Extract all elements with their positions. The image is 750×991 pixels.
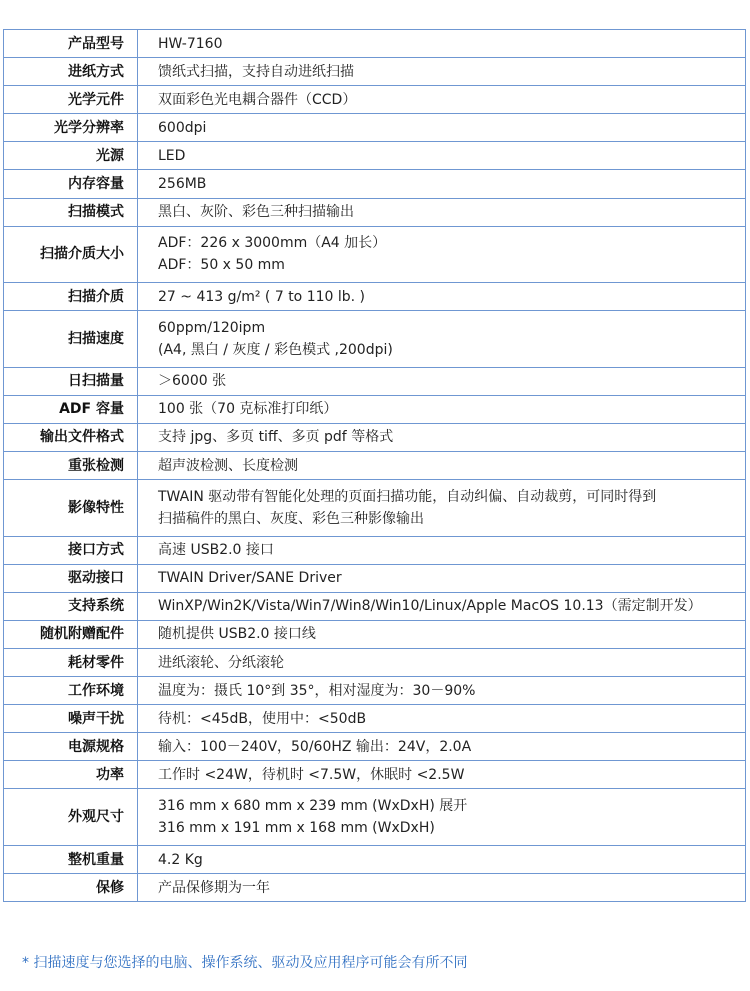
- spec-label: 扫描速度: [4, 311, 138, 368]
- spec-value: [138, 761, 746, 789]
- spec-value-line: LED: [158, 147, 186, 164]
- spec-row: [4, 620, 746, 648]
- spec-value: [138, 874, 746, 902]
- spec-label: 扫描介质: [4, 283, 138, 311]
- spec-value: [138, 283, 746, 311]
- spec-value-line: 高速 USB2.0 接口: [158, 542, 274, 559]
- spec-label: 支持系统: [4, 592, 138, 620]
- spec-label: 光学元件: [4, 86, 138, 114]
- spec-label: 随机附赠配件: [4, 620, 138, 648]
- spec-table: [3, 29, 746, 902]
- spec-value: [138, 536, 746, 564]
- footnote: * 扫描速度与您选择的电脑、操作系统、驱动及应用程序可能会有所不同: [22, 955, 468, 971]
- spec-value: [138, 564, 746, 592]
- spec-value: [138, 677, 746, 705]
- spec-value: [138, 845, 746, 873]
- spec-value-line: 输入：100－240V，50/60HZ 输出：24V，2.0A: [158, 738, 472, 755]
- spec-value-line: HW-7160: [158, 35, 223, 52]
- spec-value-line: TWAIN 驱动带有智能化处理的页面扫描功能，自动纠偏、自动裁剪，可同时得到: [158, 488, 657, 505]
- spec-row: [4, 677, 746, 705]
- spec-label: ADF 容量: [4, 395, 138, 423]
- spec-label: 外观尺寸: [4, 789, 138, 846]
- spec-value-line: 待机：<45dB，使用中：<50dB: [158, 710, 367, 727]
- spec-row: [4, 423, 746, 451]
- spec-label: 输出文件格式: [4, 423, 138, 451]
- spec-label: 保修: [4, 874, 138, 902]
- spec-value-line: 27 ~ 413 g/m² ( 7 to 110 lb. ): [158, 288, 366, 305]
- spec-value: [138, 789, 746, 846]
- spec-label: 重张检测: [4, 452, 138, 480]
- spec-label: 内存容量: [4, 170, 138, 198]
- spec-value-line: 随机提供 USB2.0 接口线: [158, 626, 316, 643]
- spec-label: 接口方式: [4, 536, 138, 564]
- spec-value: [138, 170, 746, 198]
- spec-row: [4, 480, 746, 537]
- spec-row: [4, 592, 746, 620]
- spec-value: [138, 480, 746, 537]
- spec-row: [4, 58, 746, 86]
- spec-value-line: 256MB: [158, 176, 207, 193]
- spec-row: [4, 198, 746, 226]
- spec-label: 进纸方式: [4, 58, 138, 86]
- spec-value-line: 600dpi: [158, 119, 207, 136]
- spec-label: 噪声干扰: [4, 705, 138, 733]
- spec-label: 功率: [4, 761, 138, 789]
- spec-value-line: 黑白、灰阶、彩色三种扫描输出: [158, 204, 354, 221]
- spec-label: 电源规格: [4, 733, 138, 761]
- spec-value: [138, 395, 746, 423]
- spec-row: [4, 564, 746, 592]
- spec-value: [138, 452, 746, 480]
- spec-value: [138, 705, 746, 733]
- spec-value-line: 双面彩色光电耦合器件（CCD）: [158, 91, 357, 108]
- spec-value: [138, 86, 746, 114]
- spec-row: [4, 311, 746, 368]
- spec-label: 产品型号: [4, 30, 138, 58]
- spec-table-body: [4, 30, 746, 902]
- spec-row: [4, 142, 746, 170]
- spec-value: [138, 114, 746, 142]
- spec-value: [138, 620, 746, 648]
- spec-row: [4, 733, 746, 761]
- spec-value: [138, 311, 746, 368]
- spec-row: [4, 452, 746, 480]
- spec-value-line: 馈纸式扫描，支持自动进纸扫描: [158, 63, 354, 80]
- spec-value-line: 产品保修期为一年: [158, 879, 270, 896]
- spec-row: [4, 114, 746, 142]
- spec-value-line: 超声波检测、长度检测: [158, 457, 298, 474]
- spec-label: 扫描模式: [4, 198, 138, 226]
- spec-value-line: 100 张（70 克标准打印纸）: [158, 401, 338, 418]
- spec-row: [4, 226, 746, 283]
- spec-value: [138, 367, 746, 395]
- spec-row: [4, 367, 746, 395]
- spec-label: 整机重量: [4, 845, 138, 873]
- spec-row: [4, 789, 746, 846]
- spec-row: [4, 86, 746, 114]
- spec-value: [138, 30, 746, 58]
- spec-row: [4, 845, 746, 873]
- spec-value-line: ADF：226 x 3000mm（A4 加长）: [158, 235, 387, 252]
- spec-value-line: 4.2 Kg: [158, 851, 203, 868]
- spec-label: 扫描介质大小: [4, 226, 138, 283]
- spec-label: 耗材零件: [4, 649, 138, 677]
- spec-label: 驱动接口: [4, 564, 138, 592]
- spec-value: [138, 226, 746, 283]
- spec-value-line: 60ppm/120ipm: [158, 320, 266, 336]
- spec-row: [4, 170, 746, 198]
- spec-value-line: 316 mm x 191 mm x 168 mm (WxDxH): [158, 820, 435, 837]
- spec-value-line: 316 mm x 680 mm x 239 mm (WxDxH) 展开: [158, 798, 468, 815]
- spec-value-line: (A4, 黑白 / 灰度 / 彩色模式 ,200dpi): [158, 342, 393, 358]
- spec-label: 影像特性: [4, 480, 138, 537]
- spec-row: [4, 705, 746, 733]
- spec-value: [138, 649, 746, 677]
- spec-value-line: TWAIN Driver/SANE Driver: [158, 570, 342, 587]
- spec-value: [138, 733, 746, 761]
- spec-label: 光源: [4, 142, 138, 170]
- spec-value: [138, 142, 746, 170]
- spec-value-line: ＞6000 张: [158, 373, 227, 390]
- spec-row: [4, 395, 746, 423]
- spec-value: [138, 423, 746, 451]
- spec-label: 光学分辨率: [4, 114, 138, 142]
- spec-value-line: 进纸滚轮、分纸滚轮: [158, 654, 284, 671]
- spec-value-line: WinXP/Win2K/Vista/Win7/Win8/Win10/Linux/Apple MacOS 10.13（需定制开发）: [158, 598, 702, 615]
- spec-row: [4, 649, 746, 677]
- spec-value-line: 扫描稿件的黑白、灰度、彩色三种影像输出: [158, 510, 424, 527]
- spec-value: [138, 58, 746, 86]
- spec-row: [4, 874, 746, 902]
- spec-value: [138, 592, 746, 620]
- spec-row: [4, 761, 746, 789]
- spec-row: [4, 30, 746, 58]
- spec-row: [4, 536, 746, 564]
- spec-value-line: 支持 jpg、多页 tiff、多页 pdf 等格式: [158, 429, 394, 446]
- spec-value-line: ADF：50 x 50 mm: [158, 257, 285, 274]
- spec-label: 日扫描量: [4, 367, 138, 395]
- spec-value-line: 温度为：摄氏 10°到 35°，相对湿度为：30－90%: [158, 682, 476, 699]
- spec-row: [4, 283, 746, 311]
- spec-label: 工作环境: [4, 677, 138, 705]
- spec-value-line: 工作时 <24W，待机时 <7.5W，休眠时 <2.5W: [158, 766, 465, 783]
- spec-value: [138, 198, 746, 226]
